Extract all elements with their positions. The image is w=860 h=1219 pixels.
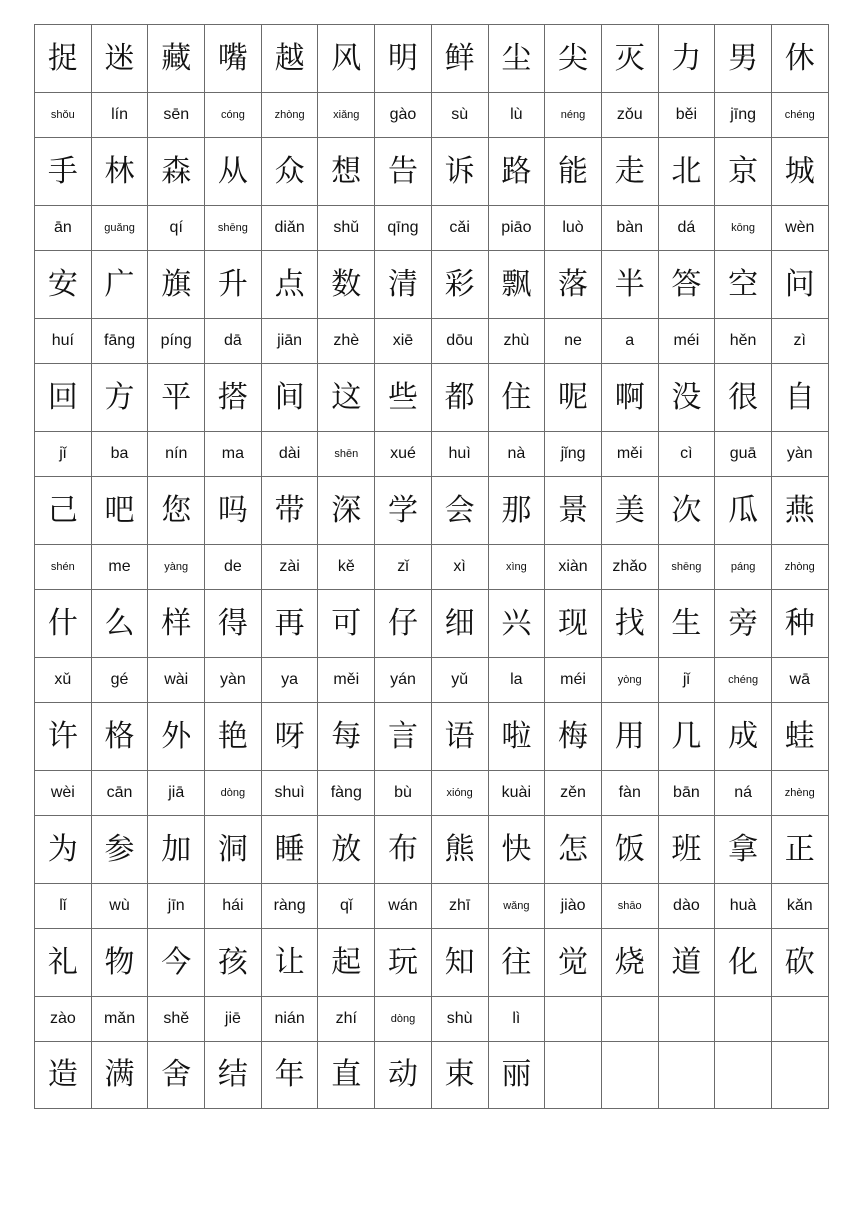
hanzi-cell: 尖 <box>545 25 602 93</box>
hanzi-cell: 造 <box>35 1042 92 1109</box>
pinyin-cell: shǔ <box>318 206 375 251</box>
pinyin-cell: ma <box>205 432 262 477</box>
pinyin-cell: cǎi <box>431 206 488 251</box>
hanzi-row <box>35 477 829 545</box>
hanzi-cell: 么 <box>91 590 148 658</box>
hanzi-cell: 旁 <box>715 590 772 658</box>
hanzi-row <box>35 929 829 997</box>
hanzi-cell: 都 <box>431 364 488 432</box>
pinyin-row <box>35 319 829 364</box>
pinyin-cell: shāo <box>601 884 658 929</box>
hanzi-cell: 答 <box>658 251 715 319</box>
hanzi-cell: 蛙 <box>771 703 828 771</box>
pinyin-cell: nà <box>488 432 545 477</box>
pinyin-cell: xǔ <box>35 658 92 703</box>
pinyin-cell: wèn <box>771 206 828 251</box>
hanzi-row <box>35 364 829 432</box>
pinyin-cell: měi <box>318 658 375 703</box>
hanzi-cell: 自 <box>771 364 828 432</box>
hanzi-cell: 加 <box>148 816 205 884</box>
hanzi-cell: 动 <box>375 1042 432 1109</box>
hanzi-cell: 力 <box>658 25 715 93</box>
pinyin-cell: la <box>488 658 545 703</box>
pinyin-cell: xì <box>431 545 488 590</box>
pinyin-cell: yán <box>375 658 432 703</box>
pinyin-row <box>35 432 829 477</box>
hanzi-cell: 空 <box>715 251 772 319</box>
hanzi-cell: 带 <box>261 477 318 545</box>
pinyin-cell: dā <box>205 319 262 364</box>
pinyin-cell: gào <box>375 93 432 138</box>
pinyin-cell: xìng <box>488 545 545 590</box>
pinyin-cell: shēng <box>658 545 715 590</box>
pinyin-cell: dòng <box>375 997 432 1042</box>
hanzi-cell: 这 <box>318 364 375 432</box>
pinyin-cell: dào <box>658 884 715 929</box>
hanzi-cell: 孩 <box>205 929 262 997</box>
pinyin-cell: shǒu <box>35 93 92 138</box>
hanzi-cell: 啊 <box>601 364 658 432</box>
hanzi-cell <box>601 1042 658 1109</box>
pinyin-cell: kuài <box>488 771 545 816</box>
hanzi-cell: 方 <box>91 364 148 432</box>
pinyin-cell: jīn <box>148 884 205 929</box>
pinyin-cell: bān <box>658 771 715 816</box>
hanzi-cell: 怎 <box>545 816 602 884</box>
hanzi-cell: 美 <box>601 477 658 545</box>
pinyin-cell <box>658 997 715 1042</box>
hanzi-cell: 让 <box>261 929 318 997</box>
pinyin-cell: lù <box>488 93 545 138</box>
hanzi-cell: 礼 <box>35 929 92 997</box>
hanzi-cell: 会 <box>431 477 488 545</box>
pinyin-cell: a <box>601 319 658 364</box>
pinyin-cell <box>771 997 828 1042</box>
hanzi-cell: 燕 <box>771 477 828 545</box>
hanzi-cell: 手 <box>35 138 92 206</box>
pinyin-cell: kě <box>318 545 375 590</box>
hanzi-cell: 吗 <box>205 477 262 545</box>
hanzi-cell: 清 <box>375 251 432 319</box>
pinyin-cell: jǐng <box>545 432 602 477</box>
hanzi-cell: 玩 <box>375 929 432 997</box>
pinyin-cell: sù <box>431 93 488 138</box>
hanzi-cell: 些 <box>375 364 432 432</box>
pinyin-cell: kōng <box>715 206 772 251</box>
pinyin-cell: zǒu <box>601 93 658 138</box>
pinyin-row <box>35 206 829 251</box>
hanzi-cell: 今 <box>148 929 205 997</box>
hanzi-cell: 景 <box>545 477 602 545</box>
pinyin-cell: qǐ <box>318 884 375 929</box>
pinyin-cell: zhí <box>318 997 375 1042</box>
hanzi-cell: 那 <box>488 477 545 545</box>
hanzi-cell: 男 <box>715 25 772 93</box>
pinyin-cell: jǐ <box>658 658 715 703</box>
hanzi-cell: 语 <box>431 703 488 771</box>
hanzi-cell: 风 <box>318 25 375 93</box>
pinyin-cell: lì <box>488 997 545 1042</box>
pinyin-cell: yàng <box>148 545 205 590</box>
hanzi-cell <box>715 1042 772 1109</box>
pinyin-cell: zhòng <box>261 93 318 138</box>
hanzi-cell: 布 <box>375 816 432 884</box>
hanzi-cell: 结 <box>205 1042 262 1109</box>
pinyin-cell: méi <box>545 658 602 703</box>
pinyin-cell: bàn <box>601 206 658 251</box>
hanzi-cell: 找 <box>601 590 658 658</box>
pinyin-row <box>35 545 829 590</box>
hanzi-cell: 鲜 <box>431 25 488 93</box>
pinyin-cell: xiǎng <box>318 93 375 138</box>
hanzi-cell: 束 <box>431 1042 488 1109</box>
pinyin-cell: shēng <box>205 206 262 251</box>
pinyin-cell: yǔ <box>431 658 488 703</box>
hanzi-cell: 从 <box>205 138 262 206</box>
hanzi-cell: 路 <box>488 138 545 206</box>
pinyin-cell: guǎng <box>91 206 148 251</box>
hanzi-cell: 您 <box>148 477 205 545</box>
pinyin-cell: néng <box>545 93 602 138</box>
hanzi-cell: 知 <box>431 929 488 997</box>
pinyin-cell: huì <box>431 432 488 477</box>
hanzi-cell: 点 <box>261 251 318 319</box>
hanzi-cell: 越 <box>261 25 318 93</box>
hanzi-cell: 问 <box>771 251 828 319</box>
pinyin-cell: zhèng <box>771 771 828 816</box>
pinyin-cell: me <box>91 545 148 590</box>
hanzi-cell: 丽 <box>488 1042 545 1109</box>
hanzi-cell: 住 <box>488 364 545 432</box>
pinyin-cell: jǐ <box>35 432 92 477</box>
hanzi-cell: 告 <box>375 138 432 206</box>
hanzi-cell: 嘴 <box>205 25 262 93</box>
pinyin-cell: cóng <box>205 93 262 138</box>
hanzi-cell: 呢 <box>545 364 602 432</box>
hanzi-cell: 林 <box>91 138 148 206</box>
pinyin-cell: xué <box>375 432 432 477</box>
pinyin-cell: měi <box>601 432 658 477</box>
hanzi-cell: 外 <box>148 703 205 771</box>
pinyin-row <box>35 771 829 816</box>
hanzi-cell: 尘 <box>488 25 545 93</box>
hanzi-cell: 众 <box>261 138 318 206</box>
pinyin-cell: zì <box>771 319 828 364</box>
pinyin-cell: yàn <box>771 432 828 477</box>
hanzi-cell <box>771 1042 828 1109</box>
hanzi-cell: 飘 <box>488 251 545 319</box>
hanzi-cell: 得 <box>205 590 262 658</box>
pinyin-cell: jiā <box>148 771 205 816</box>
hanzi-cell: 呀 <box>261 703 318 771</box>
hanzi-cell: 生 <box>658 590 715 658</box>
hanzi-cell: 什 <box>35 590 92 658</box>
pinyin-cell: shén <box>35 545 92 590</box>
hanzi-cell: 参 <box>91 816 148 884</box>
pinyin-cell: sēn <box>148 93 205 138</box>
pinyin-cell: fāng <box>91 319 148 364</box>
hanzi-cell: 明 <box>375 25 432 93</box>
pinyin-cell: shēn <box>318 432 375 477</box>
hanzi-cell: 正 <box>771 816 828 884</box>
hanzi-cell: 走 <box>601 138 658 206</box>
pinyin-cell: qí <box>148 206 205 251</box>
hanzi-cell <box>545 1042 602 1109</box>
hanzi-cell: 快 <box>488 816 545 884</box>
pinyin-cell: ná <box>715 771 772 816</box>
hanzi-cell: 放 <box>318 816 375 884</box>
hanzi-cell: 起 <box>318 929 375 997</box>
hanzi-cell: 旗 <box>148 251 205 319</box>
pinyin-cell <box>601 997 658 1042</box>
hanzi-cell: 言 <box>375 703 432 771</box>
pinyin-cell: yàn <box>205 658 262 703</box>
pinyin-cell: de <box>205 545 262 590</box>
pinyin-cell: qīng <box>375 206 432 251</box>
hanzi-cell: 学 <box>375 477 432 545</box>
pinyin-cell: běi <box>658 93 715 138</box>
hanzi-cell: 广 <box>91 251 148 319</box>
hanzi-cell: 北 <box>658 138 715 206</box>
pinyin-cell: bù <box>375 771 432 816</box>
hanzi-cell: 再 <box>261 590 318 658</box>
pinyin-cell: xiē <box>375 319 432 364</box>
pinyin-cell: guā <box>715 432 772 477</box>
pinyin-cell: shě <box>148 997 205 1042</box>
pinyin-cell: huà <box>715 884 772 929</box>
pinyin-row <box>35 884 829 929</box>
hanzi-cell: 化 <box>715 929 772 997</box>
hanzi-cell: 捉 <box>35 25 92 93</box>
pinyin-cell: zhǎo <box>601 545 658 590</box>
hanzi-row <box>35 590 829 658</box>
hanzi-cell: 京 <box>715 138 772 206</box>
hanzi-cell: 种 <box>771 590 828 658</box>
hanzi-cell: 饭 <box>601 816 658 884</box>
hanzi-row <box>35 138 829 206</box>
pinyin-cell: jiān <box>261 319 318 364</box>
pinyin-cell: zhù <box>488 319 545 364</box>
pinyin-cell: dòng <box>205 771 262 816</box>
pinyin-row <box>35 93 829 138</box>
pinyin-cell: ba <box>91 432 148 477</box>
pinyin-cell: yòng <box>601 658 658 703</box>
pinyin-cell: cì <box>658 432 715 477</box>
hanzi-cell: 回 <box>35 364 92 432</box>
hanzi-cell: 为 <box>35 816 92 884</box>
pinyin-cell: méi <box>658 319 715 364</box>
hanzi-cell: 艳 <box>205 703 262 771</box>
hanzi-cell: 现 <box>545 590 602 658</box>
hanzi-cell: 升 <box>205 251 262 319</box>
pinyin-cell: xiàn <box>545 545 602 590</box>
hanzi-cell: 搭 <box>205 364 262 432</box>
pinyin-cell: hěn <box>715 319 772 364</box>
hanzi-cell: 平 <box>148 364 205 432</box>
pinyin-cell <box>715 997 772 1042</box>
hanzi-cell: 拿 <box>715 816 772 884</box>
hanzi-cell: 森 <box>148 138 205 206</box>
hanzi-cell: 没 <box>658 364 715 432</box>
hanzi-row <box>35 703 829 771</box>
hanzi-cell: 往 <box>488 929 545 997</box>
hanzi-cell: 砍 <box>771 929 828 997</box>
pinyin-cell: jiào <box>545 884 602 929</box>
pinyin-cell: dài <box>261 432 318 477</box>
pinyin-cell: cān <box>91 771 148 816</box>
pinyin-cell: wán <box>375 884 432 929</box>
grid-body <box>35 25 829 1109</box>
hanzi-cell: 年 <box>261 1042 318 1109</box>
hanzi-cell: 洞 <box>205 816 262 884</box>
hanzi-cell: 熊 <box>431 816 488 884</box>
hanzi-cell: 安 <box>35 251 92 319</box>
hanzi-cell: 物 <box>91 929 148 997</box>
hanzi-cell: 休 <box>771 25 828 93</box>
pinyin-cell: ne <box>545 319 602 364</box>
pinyin-cell: piāo <box>488 206 545 251</box>
pinyin-cell: ràng <box>261 884 318 929</box>
pinyin-cell: píng <box>148 319 205 364</box>
pinyin-cell <box>545 997 602 1042</box>
hanzi-cell: 直 <box>318 1042 375 1109</box>
pinyin-cell: zǐ <box>375 545 432 590</box>
hanzi-cell: 藏 <box>148 25 205 93</box>
hanzi-cell: 每 <box>318 703 375 771</box>
hanzi-cell: 梅 <box>545 703 602 771</box>
pinyin-cell: chéng <box>715 658 772 703</box>
pinyin-cell: lín <box>91 93 148 138</box>
pinyin-cell: lǐ <box>35 884 92 929</box>
pinyin-cell: hái <box>205 884 262 929</box>
hanzi-row <box>35 816 829 884</box>
pinyin-cell: wèi <box>35 771 92 816</box>
hanzi-cell: 城 <box>771 138 828 206</box>
hanzi-cell: 许 <box>35 703 92 771</box>
pinyin-cell: dōu <box>431 319 488 364</box>
pinyin-cell: mǎn <box>91 997 148 1042</box>
hanzi-cell: 己 <box>35 477 92 545</box>
hanzi-cell: 用 <box>601 703 658 771</box>
pinyin-cell: fàn <box>601 771 658 816</box>
hanzi-cell: 落 <box>545 251 602 319</box>
hanzi-cell: 细 <box>431 590 488 658</box>
hanzi-cell: 几 <box>658 703 715 771</box>
pinyin-cell: wài <box>148 658 205 703</box>
hanzi-cell: 数 <box>318 251 375 319</box>
pinyin-cell: dá <box>658 206 715 251</box>
hanzi-cell: 可 <box>318 590 375 658</box>
pinyin-cell: shuì <box>261 771 318 816</box>
pinyin-cell: zhè <box>318 319 375 364</box>
pinyin-cell: jiē <box>205 997 262 1042</box>
pinyin-row <box>35 658 829 703</box>
pinyin-cell: wù <box>91 884 148 929</box>
pinyin-cell: ān <box>35 206 92 251</box>
hanzi-cell: 格 <box>91 703 148 771</box>
pinyin-cell: ya <box>261 658 318 703</box>
hanzi-cell: 吧 <box>91 477 148 545</box>
hanzi-cell: 能 <box>545 138 602 206</box>
hanzi-cell: 半 <box>601 251 658 319</box>
hanzi-cell: 次 <box>658 477 715 545</box>
hanzi-cell: 道 <box>658 929 715 997</box>
pinyin-cell: zhòng <box>771 545 828 590</box>
hanzi-cell: 诉 <box>431 138 488 206</box>
hanzi-row <box>35 25 829 93</box>
hanzi-cell: 间 <box>261 364 318 432</box>
pinyin-cell: zhī <box>431 884 488 929</box>
pinyin-cell: wā <box>771 658 828 703</box>
hanzi-cell: 迷 <box>91 25 148 93</box>
pinyin-cell: nín <box>148 432 205 477</box>
hanzi-cell: 成 <box>715 703 772 771</box>
pinyin-cell: huí <box>35 319 92 364</box>
pinyin-row <box>35 997 829 1042</box>
pinyin-cell: zěn <box>545 771 602 816</box>
hanzi-cell: 瓜 <box>715 477 772 545</box>
hanzi-cell: 满 <box>91 1042 148 1109</box>
pinyin-cell: shù <box>431 997 488 1042</box>
pinyin-cell: gé <box>91 658 148 703</box>
hanzi-cell: 想 <box>318 138 375 206</box>
hanzi-cell: 睡 <box>261 816 318 884</box>
hanzi-cell: 灭 <box>601 25 658 93</box>
hanzi-cell: 啦 <box>488 703 545 771</box>
hanzi-cell: 觉 <box>545 929 602 997</box>
pinyin-cell: jīng <box>715 93 772 138</box>
hanzi-cell <box>658 1042 715 1109</box>
hanzi-row <box>35 251 829 319</box>
pinyin-cell: fàng <box>318 771 375 816</box>
hanzi-row <box>35 1042 829 1109</box>
pinyin-cell: nián <box>261 997 318 1042</box>
pinyin-cell: kǎn <box>771 884 828 929</box>
hanzi-cell: 样 <box>148 590 205 658</box>
pinyin-cell: zào <box>35 997 92 1042</box>
pinyin-cell: chéng <box>771 93 828 138</box>
pinyin-cell: diǎn <box>261 206 318 251</box>
pinyin-cell: zài <box>261 545 318 590</box>
hanzi-cell: 彩 <box>431 251 488 319</box>
pinyin-cell: xióng <box>431 771 488 816</box>
hanzi-cell: 很 <box>715 364 772 432</box>
pinyin-hanzi-worksheet-grid <box>34 24 829 1109</box>
hanzi-cell: 仔 <box>375 590 432 658</box>
pinyin-cell: páng <box>715 545 772 590</box>
pinyin-cell: luò <box>545 206 602 251</box>
hanzi-cell: 舍 <box>148 1042 205 1109</box>
hanzi-cell: 烧 <box>601 929 658 997</box>
hanzi-cell: 班 <box>658 816 715 884</box>
hanzi-cell: 深 <box>318 477 375 545</box>
pinyin-cell: wǎng <box>488 884 545 929</box>
hanzi-cell: 兴 <box>488 590 545 658</box>
